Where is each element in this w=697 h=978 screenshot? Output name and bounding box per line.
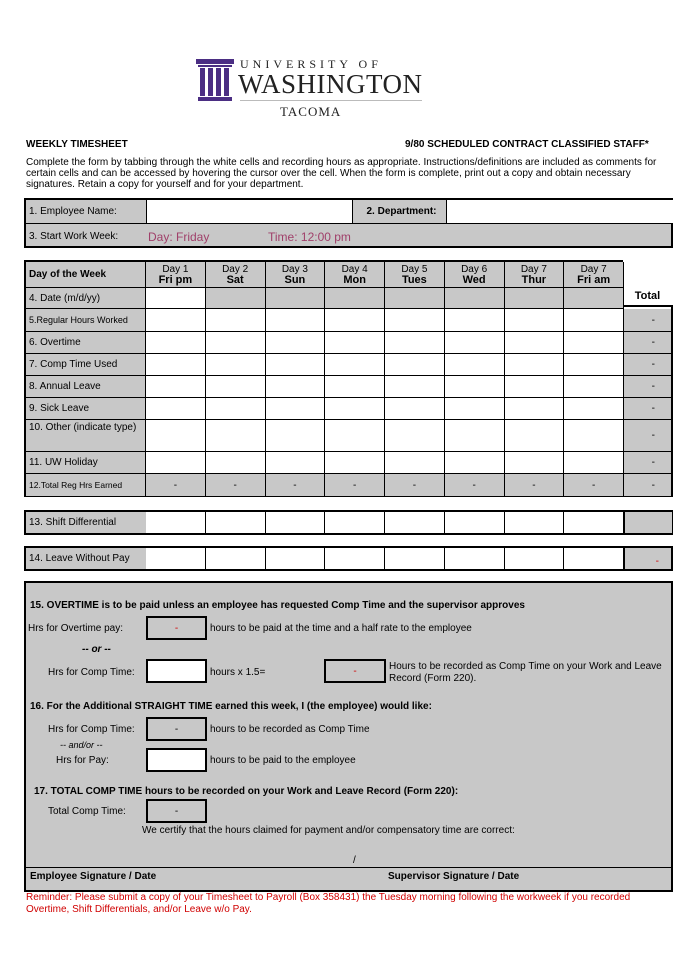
day-header: [505, 262, 565, 288]
day-header: [206, 262, 266, 288]
day-cell: -: [505, 474, 565, 497]
day-name: Thur: [521, 274, 547, 286]
day-cell[interactable]: [445, 548, 505, 569]
day-cell[interactable]: [266, 420, 326, 452]
row-label: 5.Regular Hours Worked: [26, 309, 146, 332]
day-cell[interactable]: [325, 512, 385, 533]
start-day-value: Day: Friday: [148, 230, 210, 244]
lwop-label: 14. Leave Without Pay: [26, 548, 150, 569]
day-cell[interactable]: [445, 452, 505, 474]
day-cell[interactable]: [266, 376, 326, 398]
logo: [196, 55, 426, 125]
logo-line1: UNIVERSITY OF: [240, 57, 382, 71]
form-title: WEEKLY TIMESHEET: [26, 139, 128, 150]
day-cell[interactable]: [146, 309, 206, 332]
start-time-value: Time: 12:00 pm: [268, 230, 351, 244]
start-work-week-label: 3. Start Work Week:: [29, 230, 119, 242]
overtime-section: [24, 581, 673, 892]
day-name: Fri pm: [158, 274, 193, 286]
day-number: Day 6: [461, 264, 488, 275]
day-cell[interactable]: [325, 354, 385, 376]
day-cell[interactable]: [206, 332, 266, 354]
department-label: 2. Department:: [366, 206, 437, 217]
day-cell[interactable]: [505, 452, 565, 474]
day-cell[interactable]: [146, 512, 206, 533]
row-label: 7. Comp Time Used: [26, 354, 146, 376]
signature-slash: /: [353, 855, 356, 866]
day-header: [146, 262, 206, 288]
overtime-pay-field: -: [146, 616, 207, 640]
day-cell[interactable]: [505, 332, 565, 354]
day-cell[interactable]: [146, 376, 206, 398]
day-cell[interactable]: [445, 332, 505, 354]
day-number: Day 2: [222, 264, 249, 275]
day-header: [385, 262, 445, 288]
section16-heading: 16. For the Additional STRAIGHT TIME earned this week, I (the employee) would like:: [30, 701, 432, 712]
straight-pay-field[interactable]: [146, 748, 207, 772]
day-cell: -: [146, 474, 206, 497]
straight-comp-desc: hours to be recorded as Comp Time: [210, 724, 370, 735]
day-cell: [206, 288, 266, 309]
row-total: -: [624, 332, 671, 354]
comp-time-result: -: [324, 659, 386, 683]
section15-heading: 15. OVERTIME is to be paid unless an employee has requested Comp Time and the supervisor approves: [30, 600, 525, 611]
row-label: 10. Other (indicate type): [26, 420, 146, 452]
day-number: Day 5: [401, 264, 428, 275]
day-cell[interactable]: [266, 452, 326, 474]
lwop-row: [24, 546, 673, 571]
straight-pay-label: Hrs for Pay:: [56, 755, 109, 766]
row-total: -: [624, 376, 671, 398]
day-cell[interactable]: [206, 452, 266, 474]
overtime-pay-desc: hours to be paid at the time and a half rate to the employee: [210, 623, 472, 634]
day-cell[interactable]: [325, 452, 385, 474]
day-cell[interactable]: [146, 332, 206, 354]
day-cell[interactable]: [325, 309, 385, 332]
day-cell[interactable]: [206, 354, 266, 376]
day-cell[interactable]: [206, 512, 266, 533]
day-cell: -: [266, 474, 326, 497]
day-cell[interactable]: [385, 512, 445, 533]
day-cell[interactable]: [325, 376, 385, 398]
straight-comp-label: Hrs for Comp Time:: [48, 724, 135, 735]
day-cell[interactable]: [505, 548, 565, 569]
instructions: Complete the form by tabbing through the white cells and recording hours as appropriate. Instructions/definitions are included as comments for certain cells and can be accessed by hovering the cursor over the cell. When the form is complete, print out a copy and obtain necessary signatures. Retain a copy for yourself and for your department.: [26, 157, 657, 190]
day-cell[interactable]: [564, 376, 624, 398]
logo-line3: TACOMA: [280, 104, 342, 119]
row-total: -: [624, 309, 671, 332]
day-cell[interactable]: [266, 398, 326, 420]
day-header: [266, 262, 326, 288]
employee-info-block: [24, 198, 673, 248]
straight-pay-desc: hours to be paid to the employee: [210, 755, 356, 766]
day-cell: -: [564, 474, 624, 497]
day-cell[interactable]: [445, 309, 505, 332]
certify-text: We certify that the hours claimed for payment and/or compensatory time are correct:: [142, 825, 515, 836]
day-cell: [505, 288, 565, 309]
comp-time-label: Hrs for Comp Time:: [48, 667, 135, 678]
day-cell[interactable]: [385, 332, 445, 354]
day-cell[interactable]: [505, 398, 565, 420]
total-comp-field: -: [146, 799, 207, 823]
day-header: [445, 262, 505, 288]
day-number: Day 7: [580, 264, 607, 275]
day-cell[interactable]: [564, 309, 624, 332]
uw-column-logo-icon: [196, 59, 236, 103]
andor-separator: -- and/or --: [60, 740, 103, 750]
day-cell[interactable]: [206, 376, 266, 398]
day-cell: -: [206, 474, 266, 497]
row-total: -: [624, 354, 671, 376]
day-cell[interactable]: [325, 548, 385, 569]
overtime-pay-label: Hrs for Overtime pay:: [28, 623, 124, 634]
day-name: Sun: [284, 274, 306, 286]
day-cell[interactable]: [385, 398, 445, 420]
day-name: Mon: [343, 274, 366, 286]
day-cell: -: [445, 474, 505, 497]
day-cell[interactable]: [266, 512, 326, 533]
day-number: Day 1: [162, 264, 189, 275]
day-number: Day 7: [520, 264, 547, 275]
day-cell[interactable]: [146, 354, 206, 376]
row-total: -: [624, 452, 671, 474]
lwop-total: -: [624, 548, 671, 569]
day-cell[interactable]: [266, 332, 326, 354]
day-cell[interactable]: [505, 512, 565, 533]
day-of-week-label: Day of the Week: [26, 262, 146, 288]
day-cell[interactable]: [505, 354, 565, 376]
day-cell[interactable]: [146, 288, 206, 309]
day-cell[interactable]: [564, 512, 624, 533]
shift-differential-row: [24, 510, 673, 535]
day-cell: [385, 288, 445, 309]
day-cell[interactable]: [505, 376, 565, 398]
employee-signature-label: Employee Signature / Date: [30, 871, 157, 882]
row-total: -: [624, 398, 671, 420]
day-cell[interactable]: [206, 309, 266, 332]
comp-time-desc: Hours to be recorded as Comp Time on your Work and Leave Record (Form 220).: [389, 661, 662, 684]
day-cell[interactable]: [325, 420, 385, 452]
total-header: Total: [634, 290, 661, 302]
comp-time-field[interactable]: [146, 659, 207, 683]
row-label: 9. Sick Leave: [26, 398, 146, 420]
day-cell: [564, 288, 624, 309]
day-cell[interactable]: [385, 548, 445, 569]
day-cell[interactable]: [385, 309, 445, 332]
logo-rule: [240, 100, 422, 101]
day-cell[interactable]: [146, 548, 206, 569]
row-label: 8. Annual Leave: [26, 376, 146, 398]
day-name: Wed: [462, 274, 486, 286]
day-cell[interactable]: [385, 420, 445, 452]
row-label: 11. UW Holiday: [26, 452, 146, 474]
logo-line2: WASHINGTON: [238, 69, 423, 99]
day-cell[interactable]: [146, 398, 206, 420]
day-cell: [325, 288, 385, 309]
payroll-reminder: Reminder: Please submit a copy of your Timesheet to Payroll (Box 358431) the Tuesday morning following the workweek if you recorded Overtime, Shift Differentials, and/or Leave w/o Pay.: [26, 892, 631, 915]
day-cell[interactable]: [445, 398, 505, 420]
day-cell[interactable]: [266, 309, 326, 332]
day-cell[interactable]: [206, 420, 266, 452]
employee-name-label: 1. Employee Name:: [29, 206, 117, 217]
day-number: Day 4: [341, 264, 368, 275]
day-cell[interactable]: [445, 420, 505, 452]
form-subtitle: 9/80 SCHEDULED CONTRACT CLASSIFIED STAFF*: [405, 139, 649, 150]
shift-differential-total: [624, 512, 672, 533]
day-cell[interactable]: [505, 420, 565, 452]
day-cell[interactable]: [564, 354, 624, 376]
day-cell[interactable]: [206, 548, 266, 569]
day-cell[interactable]: [445, 376, 505, 398]
day-cell[interactable]: [206, 398, 266, 420]
day-cell[interactable]: [266, 548, 326, 569]
supervisor-signature-label: Supervisor Signature / Date: [388, 871, 520, 882]
day-cell[interactable]: [385, 354, 445, 376]
day-cell: -: [325, 474, 385, 497]
row-label: 12.Total Reg Hrs Earned: [26, 474, 146, 497]
day-cell[interactable]: [325, 398, 385, 420]
day-cell[interactable]: [385, 452, 445, 474]
day-name: Tues: [401, 274, 427, 286]
day-cell[interactable]: [564, 452, 624, 474]
row-label: 6. Overtime: [26, 332, 146, 354]
day-header: [325, 262, 385, 288]
straight-comp-field: -: [146, 717, 207, 741]
day-cell[interactable]: [445, 512, 505, 533]
day-cell: [266, 288, 326, 309]
employee-name-field[interactable]: [146, 200, 353, 223]
day-cell[interactable]: [564, 398, 624, 420]
comp-time-multiplier: hours x 1.5=: [210, 667, 266, 678]
day-name: Sat: [226, 274, 244, 286]
day-cell[interactable]: [505, 309, 565, 332]
day-cell[interactable]: [564, 332, 624, 354]
or-separator: -- or --: [82, 644, 111, 655]
day-cell[interactable]: [146, 452, 206, 474]
day-cell: [445, 288, 505, 309]
day-cell[interactable]: [325, 332, 385, 354]
day-cell[interactable]: [385, 376, 445, 398]
row-label: 4. Date (m/d/yy): [26, 288, 146, 309]
day-cell: -: [385, 474, 445, 497]
section17-heading: 17. TOTAL COMP TIME hours to be recorded on your Work and Leave Record (Form 220):: [34, 786, 459, 797]
department-field[interactable]: [446, 200, 674, 223]
row-total: -: [624, 474, 671, 497]
shift-differential-label: 13. Shift Differential: [26, 512, 150, 533]
day-cell[interactable]: [146, 420, 206, 452]
row-total: -: [624, 420, 671, 452]
day-cell[interactable]: [266, 354, 326, 376]
day-cell[interactable]: [564, 420, 624, 452]
day-cell[interactable]: [564, 548, 624, 569]
day-cell[interactable]: [445, 354, 505, 376]
hours-grid: [24, 260, 673, 500]
day-header: [564, 262, 624, 288]
day-number: Day 3: [281, 264, 308, 275]
day-name: Fri am: [577, 274, 611, 286]
total-comp-label: Total Comp Time:: [48, 806, 126, 817]
